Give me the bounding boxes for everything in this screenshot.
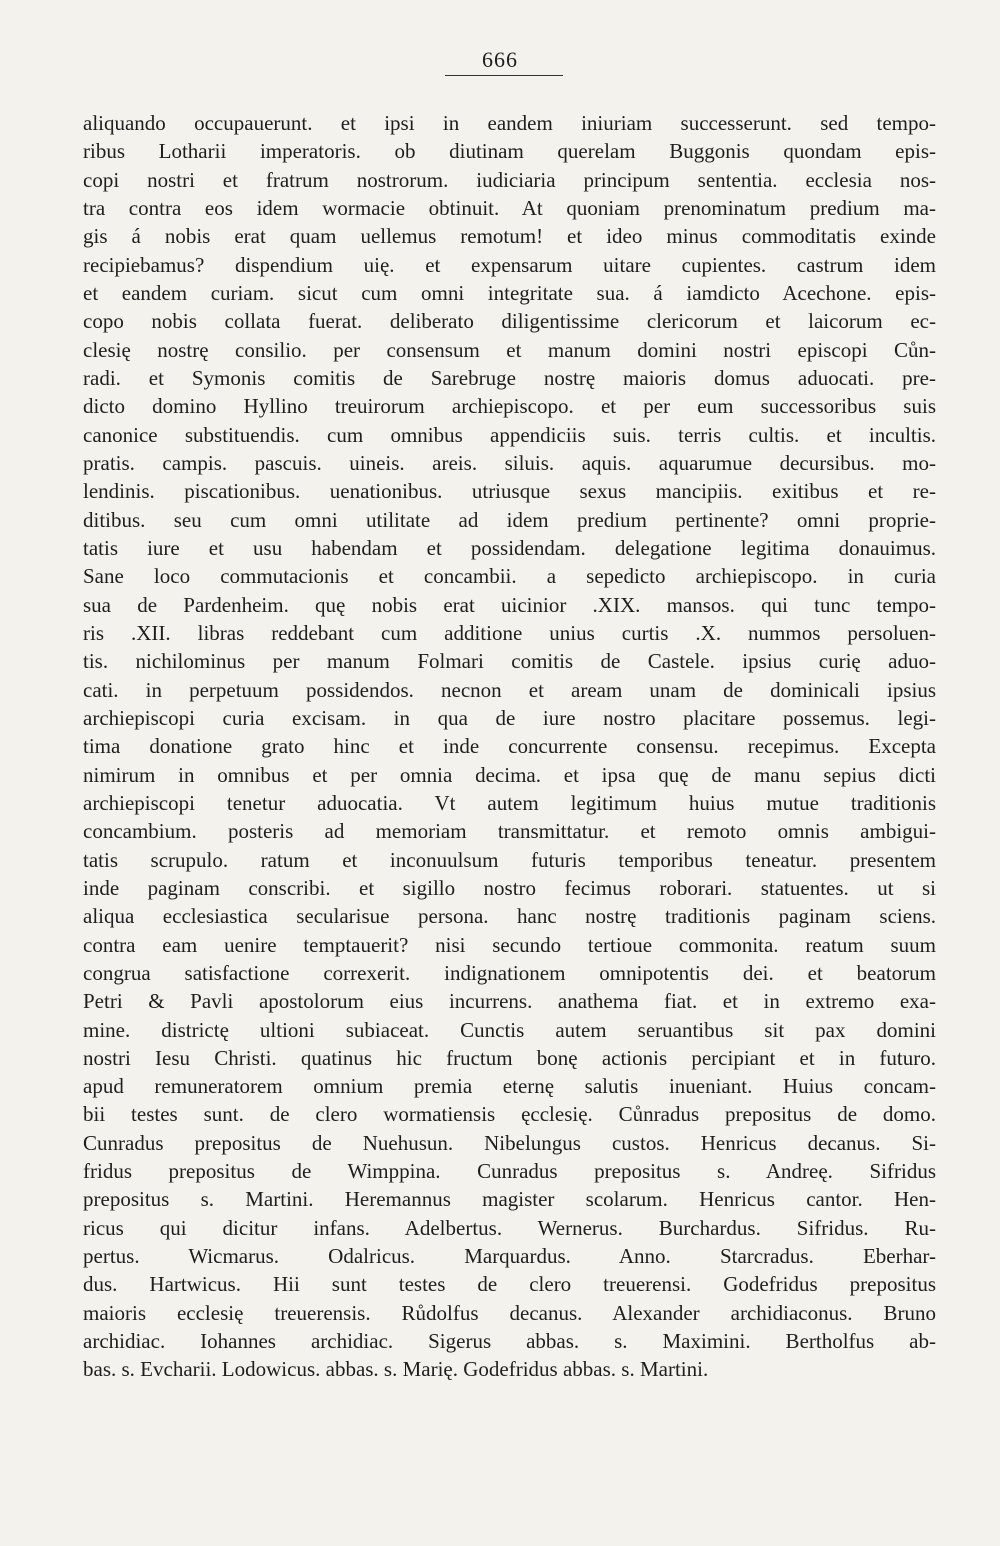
text-line: tatis scrupulo. ratum et inconuulsum futuris temporibus teneatur. presentem — [83, 847, 936, 872]
text-line: cati. in perpetuum possidendos. necnon et aream unam de dominicali ipsius — [83, 677, 936, 702]
page-number-rule — [445, 75, 563, 76]
text-line: bii testes sunt. de clero wormatiensis ęcclesię. Cůnradus prepositus de domo. — [83, 1102, 936, 1127]
text-line: concambium. posteris ad memoriam transmittatur. et remoto omnis ambigui- — [83, 819, 936, 844]
page-number: 666 — [482, 47, 518, 72]
text-line: lendinis. piscationibus. uenationibus. utriusque sexus mancipiis. exitibus et re- — [83, 479, 936, 504]
text-line: apud remuneratorem omnium premia eternę salutis inueniant. Huius concam- — [83, 1074, 936, 1099]
text-line: Sane loco commutacionis et concambii. a sepedicto archiepiscopo. in curia — [83, 564, 936, 589]
text-line: maioris ecclesię treuerensis. Růdolfus decanus. Alexander archidiaconus. Bruno — [83, 1300, 936, 1325]
text-line: nostri Iesu Christi. quatinus hic fructum bonę actionis percipiant et in futuro. — [83, 1045, 936, 1070]
text-line: mine. districtę ultioni subiaceat. Cunctis autem seruantibus sit pax domini — [83, 1017, 936, 1042]
text-line: inde paginam conscribi. et sigillo nostro fecimus roborari. statuentes. ut si — [83, 875, 936, 900]
text-line: tra contra eos idem wormacie obtinuit. At quoniam prenominatum predium ma- — [83, 195, 936, 220]
text-line: bas. s. Evcharii. Lodowicus. abbas. s. Marię. Godefridus abbas. s. Martini. — [83, 1357, 709, 1382]
text-line: ris .XII. libras reddebant cum additione unius curtis .X. nummos persoluen- — [83, 620, 936, 645]
text-line: pertus. Wicmarus. Odalricus. Marquardus. Anno. Starcradus. Eberhar- — [83, 1244, 936, 1269]
text-line: canonice substituendis. cum omnibus appendiciis suis. terris cultis. et incultis. — [83, 422, 936, 447]
text-line: radi. et Symonis comitis de Sarebruge nostrę maioris domus aduocati. pre- — [83, 365, 936, 390]
text-line: contra eam uenire temptauerit? nisi secundo tertioue commonita. reatum suum — [83, 932, 936, 957]
text-line: fridus prepositus de Wimppina. Cunradus prepositus s. Andreę. Sifridus — [83, 1159, 936, 1184]
text-line: sua de Pardenheim. quę nobis erat uicinior .XIX. mansos. qui tunc tempo- — [83, 592, 936, 617]
text-line: nimirum in omnibus et per omnia decima. et ipsa quę de manu sepius dicti — [83, 762, 936, 787]
text-line: ditibus. seu cum omni utilitate ad idem predium pertinente? omni proprie- — [83, 507, 936, 532]
text-line: copi nostri et fratrum nostrorum. iudiciaria principum sententia. ecclesia nos- — [83, 167, 936, 192]
text-line: dicto domino Hyllino treuirorum archiepiscopo. et per eum successoribus suis — [83, 394, 936, 419]
text-line: pratis. campis. pascuis. uineis. areis. siluis. aquis. aquarumue decursibus. mo- — [83, 450, 936, 475]
charter-text — [83, 109, 936, 1384]
text-line: archiepiscopi tenetur aduocatia. Vt autem legitimum huius mutue traditionis — [83, 790, 936, 815]
text-line: ribus Lotharii imperatoris. ob diutinam querelam Buggonis quondam epis- — [83, 139, 936, 164]
text-line: archidiac. Iohannes archidiac. Sigerus abbas. s. Maximini. Bertholfus ab- — [83, 1329, 936, 1354]
text-line: recipiebamus? dispendium uię. et expensarum uitare cupientes. castrum idem — [83, 252, 936, 277]
text-line: tis. nichilominus per manum Folmari comitis de Castele. ipsius curię aduo- — [83, 649, 936, 674]
text-line: dus. Hartwicus. Hii sunt testes de clero treuerensi. Godefridus prepositus — [83, 1272, 936, 1297]
text-line: clesię nostrę consilio. per consensum et manum domini nostri episcopi Cůn- — [83, 337, 936, 362]
text-line: aliqua ecclesiastica secularisue persona. hanc nostrę traditionis paginam sciens. — [83, 904, 936, 929]
text-line: prepositus s. Martini. Heremannus magister scolarum. Henricus cantor. Hen- — [83, 1187, 936, 1212]
text-line: gis á nobis erat quam uellemus remotum! et ideo minus commoditatis exinde — [83, 224, 936, 249]
text-line: Petri & Pavli apostolorum eius incurrens. anathema fiat. et in extremo exa- — [83, 989, 936, 1014]
text-line: archiepiscopi curia excisam. in qua de iure nostro placitare possemus. legi- — [83, 705, 936, 730]
text-line: Cunradus prepositus de Nuehusun. Nibelungus custos. Henricus decanus. Si- — [83, 1130, 936, 1155]
text-line: tima donatione grato hinc et inde concurrente consensu. recepimus. Excepta — [83, 734, 936, 759]
text-line: aliquando occupauerunt. et ipsi in eandem iniuriam successerunt. sed tempo- — [83, 111, 936, 135]
text-line: et eandem curiam. sicut cum omni integritate sua. á iamdicto Acechone. epis- — [83, 280, 936, 305]
text-line: ricus qui dicitur infans. Adelbertus. Wernerus. Burchardus. Sifridus. Ru- — [83, 1215, 936, 1240]
text-line: tatis iure et usu habendam et possidendam. delegatione legitima donauimus. — [83, 535, 936, 560]
text-line: copo nobis collata fuerat. deliberato diligentissime clericorum et laicorum ec- — [83, 309, 936, 334]
text-line: congrua satisfactione correxerit. indignationem omnipotentis dei. et beatorum — [83, 960, 936, 985]
